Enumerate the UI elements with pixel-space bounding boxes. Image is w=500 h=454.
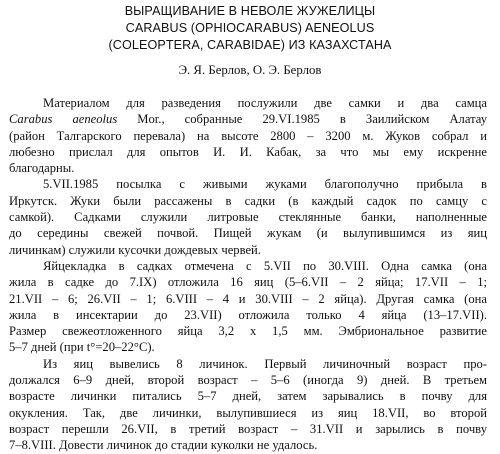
article-body xyxy=(9,95,487,454)
article-title xyxy=(0,3,500,54)
title-line-3: (COLEOPTERA, CARABIDAE) ИЗ КАЗАХСТАНА xyxy=(108,38,392,52)
paragraph-2-line-2: Иркутск. Жуки были рассажены в садки (в каждый садок по самцу с xyxy=(9,193,487,208)
paragraph-2-line-5: личинкам) служили кусочки дождевых червей. xyxy=(9,242,261,257)
paragraph-3-line-5: Размер свежеотложенного яйца 3,2 х 1,5 мм. Эмбриональное развитие xyxy=(9,324,487,339)
paragraph-1-line-5: благодарны. xyxy=(9,161,75,176)
paragraph-4-line-4: окукления. Так, две личинки, вылупившиеся из яиц 18.VII, во второй xyxy=(9,405,487,420)
paragraph-1-line-2: Carabus aeneolus Mor., собранные 29.VI.1985 в Заилийском Алатау xyxy=(9,112,487,127)
paragraph-1-line-4: любезно прислал для опытов И. И. Кабак, за что мы ему искренне xyxy=(9,144,487,159)
paragraph-2-line-4: до середины свежей почвой. Пищей жукам (и вылупившимся из яиц xyxy=(9,226,487,241)
paragraph-4-line-5: возраст перешли 26.VII, в третий возраст – 31.VII и зарылись в почву xyxy=(9,421,487,436)
title-line-2: CARABUS (OPHIOCARABUS) AENEOLUS xyxy=(125,21,375,35)
species-name: Carabus aeneolus xyxy=(9,112,118,127)
paragraph-3-line-4: жила в инсектарии до 23.VII) отложила только 4 яйца (13–17.VII). xyxy=(9,307,487,322)
paragraph-4-line-2: должался 6–9 дней, второй возраст – 5–6 (иногда 9) дней. В третьем xyxy=(9,373,487,388)
paragraph-1-line-3: (район Талгарского перевала) на высоте 2800 – 3200 м. Жуков собрал и xyxy=(9,128,487,143)
title-line-1: ВЫРАЩИВАНИЕ В НЕВОЛЕ ЖУЖЕЛИЦЫ xyxy=(124,4,376,18)
paragraph-2-line-3: самкой). Садками служили литровые стеклянные банки, наполненные xyxy=(9,210,487,225)
paragraph-3-line-1: Яйцекладка в садках отмечена с 5.VII по 30.VIII. Одна самка (она xyxy=(43,258,487,273)
paragraph-4-line-6: 7–8.VIII. Довести личинок до стадии куколки не удалось. xyxy=(9,438,318,453)
paragraph-3-line-2: жила в садке до 7.IX) отложила 16 яиц (5–6.VII – 2 яйца; 17.VII – 1; xyxy=(9,275,487,290)
article-authors: Э. Я. Берлов, О. Э. Берлов xyxy=(178,63,322,77)
paragraph-3-line-6: 5–7 дней (при t°=20–22°С). xyxy=(9,340,155,355)
paragraph-3-line-3: 21.VII – 6; 26.VII – 1; 6.VIII – 4 и 30.VIII – 2 яйца). Другая самка (она xyxy=(9,291,487,306)
paragraph-4-line-3: возрасте личинки питались 5–7 дней, затем зарывались в почву для xyxy=(9,389,487,404)
paragraph-1-line-1: Материалом для разведения послужили две самки и два самца xyxy=(43,96,487,110)
paragraph-2-line-1: 5.VII.1985 посылка с живыми жуками благополучно прибыла в xyxy=(43,177,487,192)
paragraph-4-line-1: Из яиц вывелись 8 личинок. Первый личиночный возраст про- xyxy=(43,356,487,371)
